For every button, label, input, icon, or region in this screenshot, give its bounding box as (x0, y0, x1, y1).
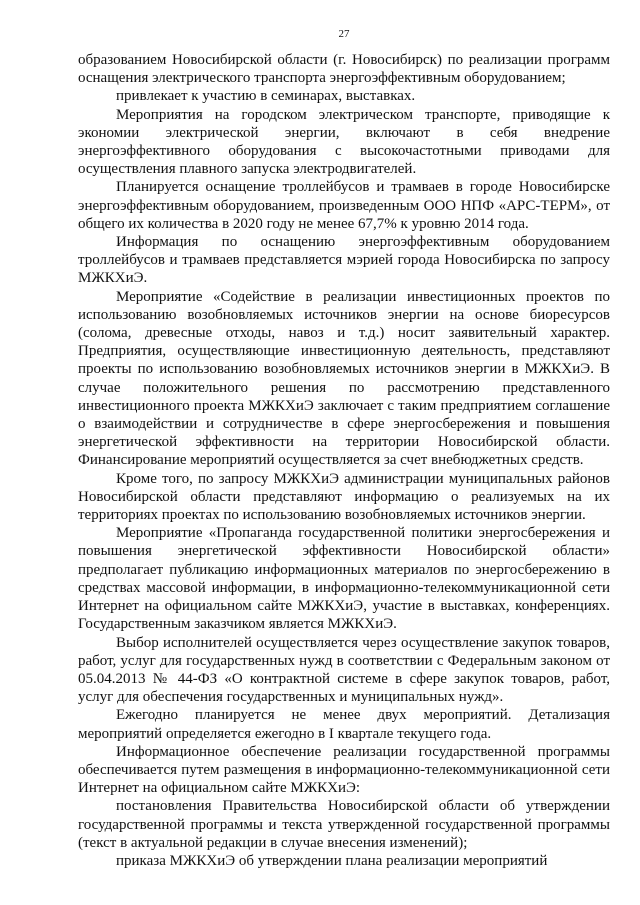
document-body (78, 51, 610, 870)
paragraph: приказа МЖКХиЭ об утверждении плана реализации мероприятий (116, 852, 548, 869)
paragraph: Выбор исполнителей осуществляется через осуществление закупок товаров, работ, услуг для государственных нужд в соответствии с Федеральным законом от 05.04.2013 № 44-ФЗ «О контрактной системе в сфере закупок товаров, работ, услуг для обеспечения государственных и муниципальных нужд». (78, 634, 610, 706)
paragraph: Мероприятия на городском электрическом транспорте, приводящие к экономии электрической энергии, включают в себя внедрение энергоэффективного оборудования с высокочастотными приводами для осуществления плавного запуска электродвигателей. (78, 106, 610, 178)
paragraph: Информационное обеспечение реализации государственной программы обеспечивается путем размещения в информационно-телекоммуникационной сети Интернет на официальном сайте МЖКХиЭ: (78, 743, 610, 797)
paragraph: Информация по оснащению энергоэффективным оборудованием троллейбусов и трамваев представляется мэрией города Новосибирска по запросу МЖКХиЭ. (78, 234, 610, 287)
paragraph: постановления Правительства Новосибирской области об утверждении государственной программы и текста утвержденной государственной программы (текст в актуальной редакции в случае внесения изменений); (78, 798, 610, 851)
paragraph: Планируется оснащение троллейбусов и трамваев в городе Новосибирске энергоэффективным оборудованием, произведенным ООО НПФ «АРС-ТЕРМ», от общего их количества в 2020 году не менее 67,7% к уровню 2014 года. (78, 179, 610, 232)
paragraph: Мероприятие «Пропаганда государственной политики энергосбережения и повышения энергетической эффективности Новосибирской области» предполагает публикацию информационных материалов по энергосбережению в средствах массовой информации, в информационно-телекоммуникационной сети Интернет на официальном сайте МЖКХиЭ, участие в выставках, конференциях. Государственным заказчиком является МЖКХиЭ. (78, 525, 610, 633)
paragraph: Кроме того, по запросу МЖКХиЭ администрации муниципальных районов Новосибирской области представляют информацию о реализуемых на их территориях проектах по использованию возобновляемых источников энергии. (78, 470, 610, 524)
paragraph: образованием Новосибирской области (г. Новосибирск) по реализации программ оснащения электрического транспорта энергоэффективным оборудованием; (78, 52, 610, 87)
page-number: 27 (338, 28, 350, 40)
paragraph: Мероприятие «Содействие в реализации инвестиционных проектов по использованию возобновляемых источников энергии на основе биоресурсов (солома, древесные отходы, навоз и т.д.) носит заявительный характер. Предприятия, осуществляющие инвестиционную деятельность, представляют проекты по использованию возобновляемых источников энергии в МЖКХиЭ. В случае положительного решения по рассмотрению представленного инвестиционного проекта МЖКХиЭ заключает с таким предприятием соглашение о взаимодействии и сотрудничестве в сфере энергосбережения и повышения энергетической эффективности на территории Новосибирской области. Финансирование мероприятий осуществляется за счет внебюджетных средств. (78, 288, 610, 469)
paragraph: привлекает к участию в семинарах, выставках. (116, 88, 416, 105)
paragraph: Ежегодно планируется не менее двух мероприятий. Детализация мероприятий определяется ежегодно в I квартале текущего года. (78, 707, 610, 742)
